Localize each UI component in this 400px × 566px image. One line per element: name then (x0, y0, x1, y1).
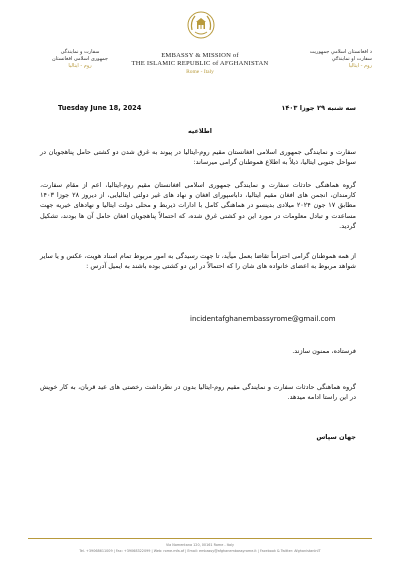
header-center (120, 52, 280, 77)
embassy-name-line-1: EMBASSY & MISSION of (161, 52, 239, 59)
footer-contacts: Tel. +39068611009 | Fax: +39068322099 | Web: rome.mfa.af | Email: embassy@afghanembassyrome.it | Facebook & Twitter: AfghanistanInIT (79, 549, 321, 553)
paragraph-coordination-group: گروه هماهنگی حادثات سفارت و نمایندگی جمهوری اسلامی افغانستان مقیم روم-ایتالیا، اعم از مقام سفارت، کارمندان، انجمن های افغان مقیم ایتالیا، داباسپورای افغان و نهاد های غیر دولتی ایتالیایی، از دیروز ۲۸ جوزا ۱۴۰۳ مطابق ۱۷ جون ۲۰۲۴ میلادی بدینسو در هماهنگی کامل با ادارات ذیربط و محلی دولت ایتالیا و نهادهای خیریه جهت مساعدت و تبادل معلومات در مورد این دو کشتی غرق شده، که احتمالاً پناهجویان افغان حامل آن ها بودند، تشکیل گردید. (40, 181, 356, 230)
header-left-line-2: جمهوری اسلامی افغانستان (51, 56, 109, 62)
date-solar-hijri: سه شنبه ۲۹ جوزا ۱۴۰۳ (281, 104, 356, 112)
header-left-line-1: سفارت و نمایندگی (60, 49, 100, 55)
embassy-city: Rome - Italy (186, 69, 214, 75)
date-english: Tuesday June 18, 2024 (58, 104, 142, 112)
embassy-name-line-2: THE ISLAMIC REPUBLIC of AFGHANISTAN (131, 60, 269, 67)
footer-divider (28, 538, 372, 539)
afghanistan-national-emblem-icon (186, 10, 216, 40)
contact-email-link[interactable]: incidentafghanembassyrome@gmail.com (190, 315, 336, 323)
header-left-dari (40, 49, 120, 70)
header-right-pashto (282, 49, 372, 70)
header-right-line-2: سفارت او نمایندګي (331, 56, 372, 62)
footer-address: Via Nomentana 120, 00161 Rome - Italy (165, 543, 235, 547)
header-right-line-3: روم - ایتالیا (348, 63, 372, 69)
notice-title: اطلاعیه (188, 127, 212, 135)
signer-name: جهان سپاس (316, 433, 356, 441)
header-right-line-1: د افغانستان اسلامي جمهوریت (309, 49, 372, 55)
paragraph-thanks: فرستاده، ممنون سازند. (292, 347, 356, 355)
paragraph-intro: سفارت و نمایندگی جمهوری اسلامی افغانستان مقیم روم-ایتالیا در پیوند به غرق شدن دو کشتی حامل پناهجویان در سواحل جنوبی ایتالیا، ذیلاً به اطلاع هموطنان گرامی میرساند: (40, 148, 356, 167)
header-left-line-3: روم - ایتالیا (68, 63, 92, 69)
paragraph-request: از همه هموطنان گرامی احتراماً تقاضا بعمل میآید، تا جهت رسیدگی به امور مربوط تمام اسناد هویت، عکس و یا سایر شواهد مربوط به اعضای خانواده های شان را که احتمالاً در این دو کشتی بوده باشند به ایمیل آدرس : (40, 252, 356, 271)
paragraph-closing: گروه هماهنگی حادثات سفارت و نمایندگی مقیم روم-ایتالیا بدون در نظرداشت رخصتی های عید قربان، به کار خویش در این راستا ادامه میدهد. (40, 383, 356, 402)
